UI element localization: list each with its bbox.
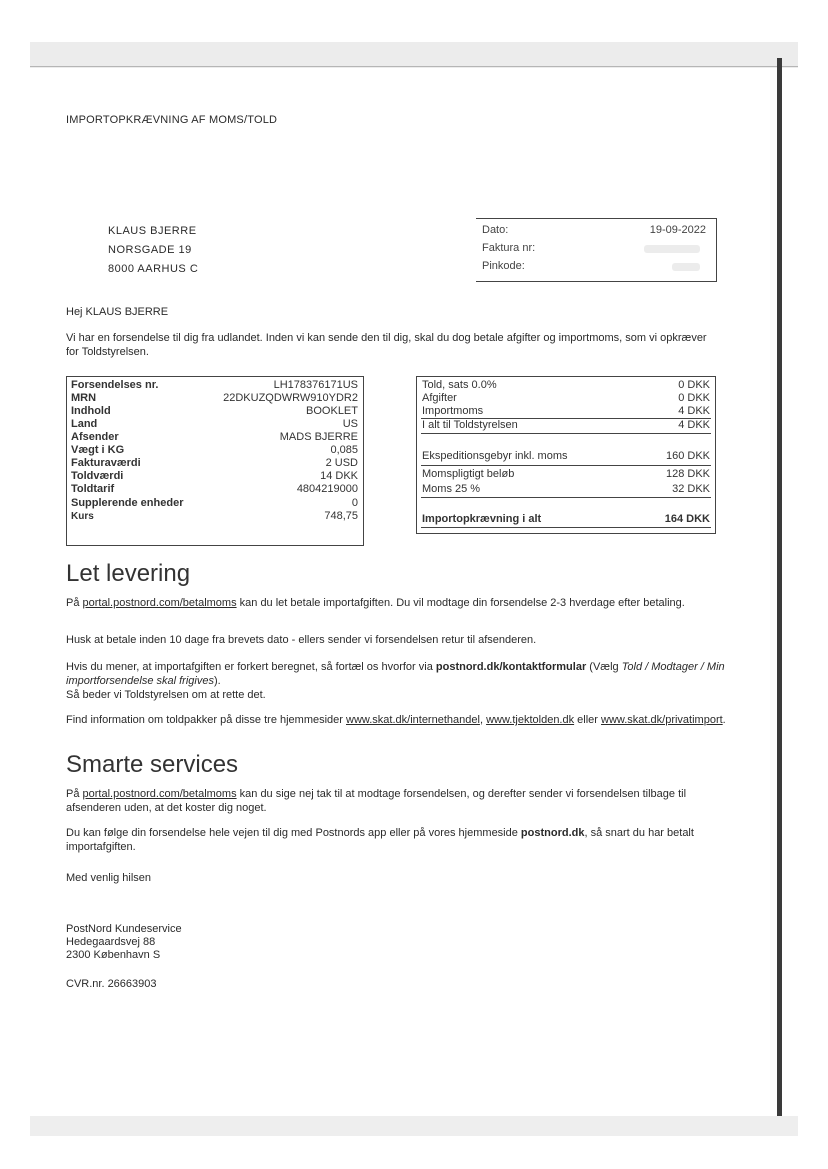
payment-portal-link[interactable]: portal.postnord.com/betalmoms	[82, 788, 237, 800]
shipment-value: 22DKUZQDWRW910YDR2	[223, 392, 358, 404]
text: (Vælg	[586, 661, 622, 673]
shipment-label: Land	[71, 418, 98, 430]
text: eller	[574, 714, 602, 726]
pincode-label: Pinkode:	[482, 260, 525, 272]
text: Du kan følge din forsendelse hele vejen til dig med Postnords app eller på vores hjemmeside	[66, 827, 521, 839]
total-customs-label: I alt til Toldstyrelsen	[422, 419, 518, 431]
text: På	[66, 788, 83, 800]
expedition-fee-label: Ekspeditionsgebyr inkl. moms	[422, 450, 568, 462]
vat-base-value: 128 DKK	[665, 468, 710, 480]
section1-paragraph1	[66, 596, 726, 610]
shipment-label: Fakturaværdi	[71, 457, 141, 469]
sender-name: PostNord Kundeservice	[66, 923, 182, 935]
shipment-details-box	[66, 376, 364, 546]
shipment-value: 4804219000	[296, 483, 358, 495]
shipment-value: 0,085	[330, 444, 358, 456]
shipment-label: MRN	[71, 392, 97, 404]
greeting: Hej KLAUS BJERRE	[66, 306, 169, 318]
divider	[421, 433, 711, 434]
sender-address	[66, 923, 182, 962]
shipment-label: Vægt i KG	[71, 444, 125, 456]
redacted-invoice	[644, 245, 700, 253]
tjektolden-link[interactable]: www.tjektolden.dk	[486, 714, 575, 726]
section1-paragraph4	[66, 713, 726, 727]
skat-internethandel-link[interactable]: www.skat.dk/internethandel	[346, 714, 480, 726]
shipment-value: 2 USD	[325, 457, 358, 469]
vat25-value: 32 DKK	[672, 483, 710, 495]
section1-paragraph3	[66, 660, 726, 702]
shipment-label: Forsendelses nr.	[71, 379, 159, 391]
info-box	[476, 218, 717, 282]
grand-total-value: 164 DKK	[664, 513, 710, 525]
recipient-street: NORSGADE 19	[108, 244, 192, 256]
text: Hvis du mener, at importafgiften er forkert beregnet, så fortæl os hvorfor via	[66, 661, 436, 673]
expedition-fee-value: 160 DKK	[665, 450, 710, 462]
section-heading-let-levering: Let levering	[66, 560, 191, 587]
document-title: IMPORTOPKRÆVNING AF MOMS/TOLD	[66, 114, 278, 126]
shipment-value: MADS BJERRE	[279, 431, 358, 443]
shipment-value: 748,75	[324, 510, 358, 522]
shipment-label: Toldværdi	[71, 470, 124, 482]
text: kan du sige nej tak til at modtage forsendelsen, og derefter sender vi forsendelsen tilbage til afsenderen uden, at det koster dig noget.	[66, 788, 687, 814]
shipment-value: 0	[351, 497, 358, 509]
fees-label: Afgifter	[422, 392, 457, 404]
recipient-address	[108, 222, 198, 279]
vat-base-label: Momspligtigt beløb	[422, 468, 515, 480]
invoice-label: Faktura nr:	[482, 242, 536, 254]
text: .	[722, 714, 726, 726]
redacted-pincode	[672, 263, 700, 271]
section1-paragraph2: Husk at betale inden 10 dage fra brevets dato - ellers sender vi forsendelsen retur til afsenderen.	[66, 634, 537, 646]
sender-street: Hedegaardsvej 88	[66, 936, 156, 948]
shipment-value: LH178376171US	[273, 379, 358, 391]
sender-cvr: CVR.nr. 26663903	[66, 978, 157, 990]
postnord-link[interactable]: postnord.dk	[520, 827, 585, 839]
shipment-value: BOOKLET	[306, 405, 358, 417]
text: , så snart du har betalt importafgiften.	[66, 827, 694, 853]
intro-text: Vi har en forsendelse til dig fra udlandet. Inden vi kan sende den til dig, skal du dog betale afgifter og importmoms, som vi opkræver for Toldstyrelsen.	[66, 332, 707, 358]
skat-privatimport-link[interactable]: www.skat.dk/privatimport	[601, 714, 723, 726]
fees-value: 0 DKK	[678, 392, 710, 404]
grand-total-label: Importopkrævning i alt	[422, 513, 542, 525]
divider	[421, 527, 711, 528]
shipment-label: Indhold	[71, 405, 111, 417]
section2-paragraph1	[66, 787, 726, 815]
scan-border-bottom	[30, 1116, 798, 1136]
divider	[421, 497, 711, 498]
scan-line	[30, 66, 798, 67]
divider	[421, 465, 711, 466]
text: ).	[213, 675, 221, 687]
sender-city: 2300 København S	[66, 949, 161, 961]
section-heading-smarte-services: Smarte services	[66, 751, 239, 778]
closing: Med venlig hilsen	[66, 872, 151, 884]
text: På	[66, 597, 83, 609]
text: Told / Modtager / Min importforsendelse skal frigives	[66, 661, 725, 687]
recipient-city: 8000 AARHUS C	[108, 263, 199, 275]
total-customs-value: 4 DKK	[678, 419, 710, 431]
shipment-label: Afsender	[71, 431, 119, 443]
customs-value: 0 DKK	[678, 379, 710, 391]
shipment-label: Supplerende enheder	[71, 497, 184, 509]
shipment-value: US	[342, 418, 358, 430]
section2-paragraph2	[66, 826, 726, 854]
payment-portal-link[interactable]: portal.postnord.com/betalmoms	[82, 597, 237, 609]
customs-label: Told, sats 0.0%	[422, 379, 497, 391]
scan-border-top	[30, 42, 798, 68]
text: kan du let betale importafgiften. Du vil modtage din forsendelse 2-3 hverdage efter betaling.	[236, 597, 685, 609]
vat25-label: Moms 25 %	[422, 483, 481, 495]
recipient-name: KLAUS BJERRE	[108, 225, 197, 237]
date-label: Dato:	[482, 224, 509, 236]
scan-edge-right	[777, 58, 782, 1118]
shipment-label: Toldtarif	[71, 483, 115, 495]
text: Så beder vi Toldstyrelsen om at rette det.	[66, 689, 266, 701]
contact-form-link[interactable]: postnord.dk/kontaktformular	[435, 661, 587, 673]
import-vat-value: 4 DKK	[678, 405, 710, 417]
fees-box	[416, 376, 716, 534]
text: ,	[479, 714, 487, 726]
date-value: 19-09-2022	[649, 224, 706, 236]
import-vat-label: Importmoms	[422, 405, 484, 417]
text: Find information om toldpakker på disse tre hjemmesider	[66, 714, 347, 726]
shipment-label: Kurs	[71, 511, 94, 522]
shipment-value: 14 DKK	[320, 470, 358, 482]
